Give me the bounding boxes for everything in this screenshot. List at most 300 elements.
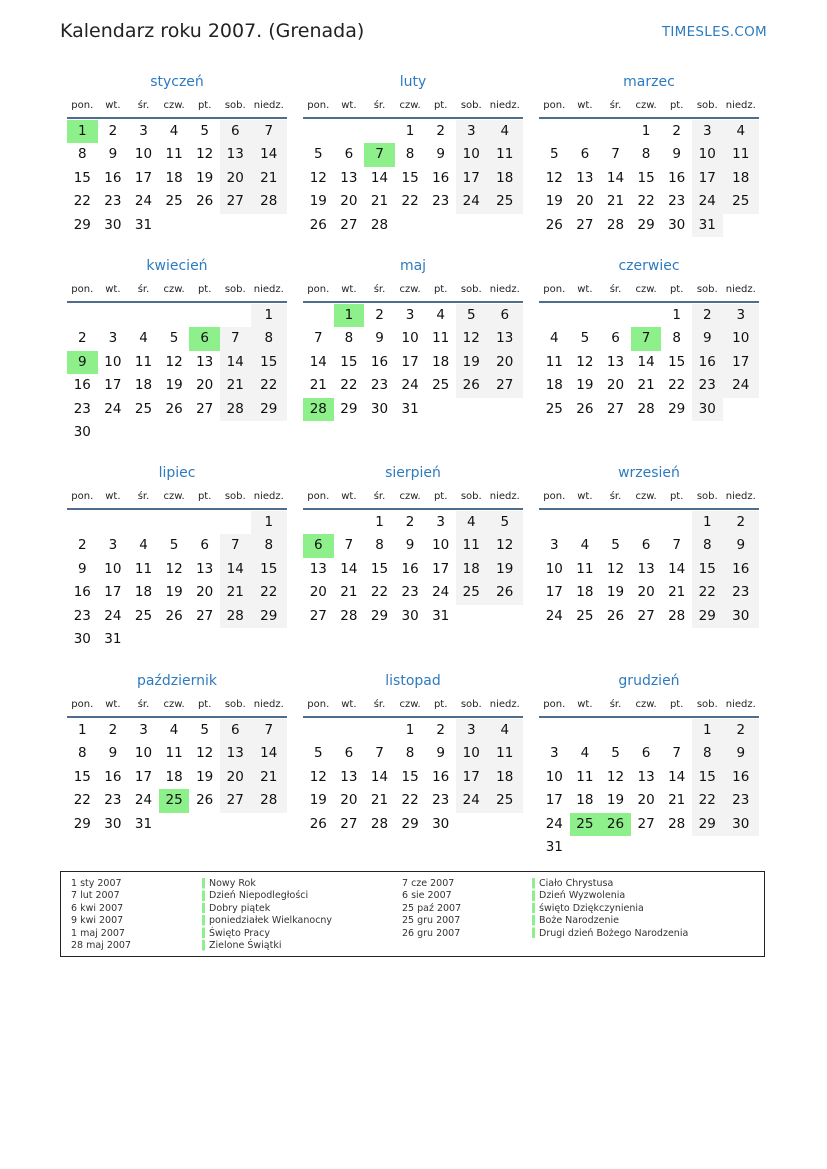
weekday-label: czw.	[163, 100, 185, 111]
day-cell: 29	[340, 400, 358, 417]
day-cell: 30	[73, 423, 91, 440]
empty-cell	[128, 304, 159, 327]
day-cell: 21	[370, 792, 389, 809]
weekday-label: czw.	[163, 491, 185, 502]
weekday-label: niedz.	[725, 491, 756, 502]
day-cell: 26	[456, 374, 487, 397]
weekday-header	[303, 279, 523, 301]
day-cell: 17	[401, 353, 419, 370]
weekday-label: niedz.	[253, 284, 284, 295]
day-cell: 31	[134, 815, 153, 832]
day-cell: 9	[436, 146, 445, 163]
empty-cell	[570, 304, 601, 327]
empty-cell	[570, 120, 601, 143]
day-cell: 2	[78, 537, 87, 554]
day-cell: 2	[405, 514, 415, 530]
empty-cell	[364, 120, 395, 143]
day-cell: 16	[723, 558, 759, 581]
month-name: luty	[399, 74, 427, 90]
day-cell: 29	[637, 216, 655, 233]
day-cell: 27	[340, 216, 358, 233]
empty-cell	[539, 719, 570, 742]
day-cell: 30	[668, 216, 686, 233]
day-cell: 30	[401, 607, 419, 624]
month-divider	[67, 301, 287, 303]
day-cell: 30	[73, 630, 91, 647]
day-cell: 1	[692, 719, 723, 742]
month-divider	[303, 117, 523, 119]
weekday-label: sob.	[696, 699, 718, 710]
weekday-label: pon.	[543, 491, 566, 502]
day-cell: 22	[73, 792, 91, 809]
day-cell: 1	[405, 123, 415, 139]
day-cell: 9	[436, 745, 445, 762]
day-cell: 1	[692, 511, 723, 534]
day-cell: 5	[611, 745, 620, 762]
weekday-label: czw.	[399, 284, 421, 295]
day-cell: 14	[668, 560, 686, 577]
day-cell: 15	[370, 560, 389, 577]
empty-cell	[98, 304, 129, 327]
weekday-label: pon.	[307, 699, 330, 710]
day-cell: 9	[723, 742, 759, 765]
day-cell: 24	[545, 607, 563, 624]
day-cell: 16	[692, 351, 723, 374]
day-cell: 22	[73, 193, 91, 210]
day-cell: 1	[251, 304, 287, 327]
weekday-label: czw.	[635, 699, 657, 710]
day-cell: 20	[196, 377, 214, 394]
day-cell: 12	[576, 353, 594, 370]
day-cell: 14	[370, 768, 389, 785]
weekday-header	[67, 279, 287, 301]
day-cell: 9	[78, 560, 87, 577]
day-cell: 20	[340, 792, 358, 809]
day-cell: 20	[196, 584, 214, 601]
day-grid	[67, 719, 287, 836]
day-cell: 28	[340, 607, 358, 624]
day-cell: 21	[220, 374, 251, 397]
day-cell: 11	[723, 143, 759, 166]
weekday-label: niedz.	[489, 284, 520, 295]
day-cell: 1	[251, 511, 287, 534]
month-name: wrzesień	[618, 465, 680, 481]
weekday-label: sob.	[696, 491, 718, 502]
weekday-header	[539, 279, 759, 301]
empty-cell	[189, 304, 220, 327]
empty-cell	[600, 120, 631, 143]
day-cell: 4	[139, 330, 148, 347]
day-cell: 29	[251, 605, 287, 628]
day-cell: 18	[165, 169, 183, 186]
weekday-label: sob.	[224, 491, 246, 502]
legend-name: Święto Pracy	[209, 927, 270, 939]
day-cell: 16	[723, 766, 759, 789]
day-cell: 23	[668, 193, 686, 210]
day-cell: 3	[139, 722, 148, 738]
day-cell: 17	[545, 584, 563, 601]
day-cell: 13	[487, 327, 523, 350]
day-grid	[539, 511, 759, 628]
day-cell: 29	[73, 815, 91, 832]
day-cell: 19	[309, 792, 327, 809]
day-cell: 23	[73, 400, 91, 417]
day-cell: 9	[723, 534, 759, 557]
day-cell: 4	[580, 537, 590, 554]
day-cell: 22	[370, 584, 389, 601]
weekday-label: czw.	[635, 100, 657, 111]
empty-cell	[539, 304, 570, 327]
weekday-label: śr.	[137, 491, 150, 502]
day-cell: 4	[723, 120, 759, 143]
day-cell: 10	[723, 327, 759, 350]
month-divider	[539, 716, 759, 718]
day-cell: 22	[401, 792, 419, 809]
weekday-label: wt.	[341, 699, 357, 710]
day-cell: 14	[668, 768, 686, 785]
day-cell: 17	[432, 560, 450, 577]
day-cell: 31	[432, 607, 450, 624]
month-divider	[67, 716, 287, 718]
day-cell: 9	[405, 537, 415, 554]
weekday-label: sob.	[460, 100, 482, 111]
month-divider	[303, 716, 523, 718]
day-cell: 18	[723, 167, 759, 190]
day-cell: 18	[432, 353, 450, 370]
day-cell: 11	[165, 146, 183, 163]
day-cell: 17	[545, 792, 563, 809]
day-cell: 24	[692, 190, 723, 213]
day-cell: 25	[165, 193, 183, 210]
day-cell: 28	[668, 607, 686, 624]
weekday-label: śr.	[137, 284, 150, 295]
empty-cell	[303, 120, 334, 143]
weekday-label: pt.	[197, 699, 212, 710]
legend-date: 7 cze 2007	[402, 878, 455, 889]
day-cell: 17	[104, 584, 122, 601]
day-cell: 15	[251, 351, 287, 374]
empty-cell	[600, 719, 631, 742]
legend-date: 26 gru 2007	[402, 927, 461, 939]
day-cell: 27	[637, 815, 655, 832]
day-cell: 5	[169, 330, 179, 347]
weekday-label: pt.	[197, 491, 212, 502]
day-cell: 7	[672, 537, 681, 554]
day-cell: 22	[401, 193, 419, 210]
day-cell: 4	[139, 537, 148, 554]
month-block	[303, 671, 523, 836]
day-cell: 10	[545, 560, 563, 577]
day-cell: 28	[668, 815, 686, 832]
day-cell: 11	[576, 560, 594, 577]
holiday-day-cell: 26	[600, 813, 631, 836]
day-cell: 8	[344, 330, 354, 347]
day-cell: 13	[576, 169, 594, 186]
day-cell: 15	[401, 169, 419, 186]
day-cell: 10	[456, 742, 487, 765]
month-divider	[539, 508, 759, 510]
weekday-label: pt.	[669, 100, 684, 111]
month-block	[539, 463, 759, 628]
day-cell: 7	[611, 146, 620, 163]
empty-cell	[631, 304, 662, 327]
holiday-day-cell: 25	[159, 789, 190, 812]
day-cell: 28	[220, 605, 251, 628]
empty-cell	[600, 304, 631, 327]
day-grid	[539, 120, 759, 237]
weekday-label: wt.	[341, 284, 357, 295]
day-cell: 25	[134, 607, 153, 624]
weekday-label: pon.	[543, 284, 566, 295]
day-cell: 13	[220, 742, 251, 765]
day-cell: 21	[668, 792, 686, 809]
day-cell: 16	[668, 169, 686, 186]
day-cell: 24	[545, 815, 563, 832]
day-cell: 2	[108, 722, 118, 738]
day-cell: 20	[606, 377, 625, 394]
day-cell: 2	[436, 722, 445, 738]
day-cell: 10	[134, 146, 153, 163]
day-cell: 26	[487, 581, 523, 604]
day-cell: 24	[456, 789, 487, 812]
weekday-label: czw.	[635, 491, 657, 502]
brand-link[interactable]: TIMESLES.COM	[661, 24, 767, 40]
empty-cell	[128, 511, 159, 534]
day-cell: 10	[104, 353, 122, 370]
empty-cell	[364, 719, 395, 742]
weekday-label: niedz.	[489, 100, 520, 111]
day-cell: 16	[432, 169, 450, 186]
day-cell: 1	[78, 722, 87, 738]
day-grid	[303, 719, 523, 836]
day-cell: 5	[314, 745, 323, 762]
day-cell: 2	[723, 511, 759, 534]
day-cell: 15	[251, 558, 287, 581]
weekday-label: pt.	[197, 284, 212, 295]
month-name: lipiec	[158, 465, 196, 481]
legend-date: 25 gru 2007	[402, 915, 461, 927]
day-cell: 22	[637, 193, 655, 210]
day-cell: 17	[104, 377, 122, 394]
day-cell: 20	[340, 193, 358, 210]
day-cell: 24	[432, 584, 450, 601]
day-cell: 6	[344, 146, 354, 163]
empty-cell	[631, 511, 662, 534]
day-cell: 29	[401, 815, 419, 832]
day-cell: 7	[220, 534, 251, 557]
day-cell: 14	[370, 169, 389, 186]
month-block	[67, 671, 287, 836]
month-divider	[539, 117, 759, 119]
day-cell: 28	[606, 216, 625, 233]
day-cell: 11	[456, 534, 487, 557]
day-cell: 7	[314, 330, 323, 347]
weekday-label: wt.	[105, 284, 121, 295]
day-cell: 11	[487, 143, 523, 166]
day-cell: 29	[370, 607, 389, 624]
empty-cell	[67, 511, 98, 534]
day-cell: 19	[196, 768, 214, 785]
day-cell: 2	[375, 307, 384, 323]
month-name: listopad	[385, 673, 441, 689]
weekday-label: sob.	[460, 491, 482, 502]
day-cell: 11	[134, 560, 153, 577]
day-cell: 16	[401, 560, 419, 577]
legend-marker-bar	[532, 878, 535, 940]
month-name: październik	[137, 673, 217, 689]
day-cell: 7	[344, 537, 354, 554]
weekday-label: sob.	[224, 699, 246, 710]
empty-cell	[631, 719, 662, 742]
day-cell: 22	[668, 377, 686, 394]
weekday-label: niedz.	[253, 699, 284, 710]
day-cell: 21	[370, 193, 389, 210]
weekday-label: niedz.	[253, 491, 284, 502]
day-cell: 2	[436, 123, 445, 139]
day-cell: 30	[104, 216, 122, 233]
month-block	[67, 256, 287, 444]
empty-cell	[600, 511, 631, 534]
weekday-header	[539, 95, 759, 117]
day-cell: 30	[723, 813, 759, 836]
weekday-label: pon.	[307, 284, 330, 295]
empty-cell	[570, 511, 601, 534]
day-cell: 13	[309, 560, 327, 577]
day-cell: 3	[692, 120, 723, 143]
day-cell: 24	[104, 607, 122, 624]
day-cell: 31	[692, 214, 723, 237]
day-cell: 15	[637, 169, 655, 186]
day-cell: 26	[196, 193, 214, 210]
day-cell: 19	[606, 584, 625, 601]
weekday-label: sob.	[696, 284, 718, 295]
weekday-label: wt.	[577, 284, 593, 295]
day-cell: 12	[196, 745, 214, 762]
day-cell: 12	[456, 327, 487, 350]
day-cell: 21	[309, 377, 327, 394]
day-cell: 19	[606, 792, 625, 809]
day-cell: 18	[576, 584, 594, 601]
weekday-label: sob.	[224, 284, 246, 295]
day-cell: 27	[576, 216, 594, 233]
day-cell: 25	[487, 190, 523, 213]
day-cell: 18	[576, 792, 594, 809]
legend-date: 1 maj 2007	[71, 927, 125, 939]
day-cell: 26	[576, 400, 594, 417]
weekday-label: czw.	[163, 699, 185, 710]
weekday-label: sob.	[224, 100, 246, 111]
day-cell: 6	[641, 745, 651, 762]
day-cell: 4	[487, 719, 523, 742]
day-cell: 15	[401, 768, 419, 785]
month-block	[539, 671, 759, 859]
legend-date: 25 paź 2007	[402, 902, 462, 914]
day-cell: 4	[436, 307, 445, 323]
weekday-header	[539, 694, 759, 716]
weekday-header	[303, 95, 523, 117]
day-cell: 3	[456, 719, 487, 742]
weekday-label: śr.	[137, 699, 150, 710]
day-cell: 12	[606, 768, 625, 785]
day-cell: 14	[309, 353, 327, 370]
month-block	[539, 256, 759, 421]
day-cell: 3	[550, 745, 559, 762]
day-cell: 19	[487, 558, 523, 581]
day-cell: 8	[78, 146, 87, 163]
day-cell: 4	[487, 120, 523, 143]
weekday-label: wt.	[341, 491, 357, 502]
day-cell: 21	[668, 584, 686, 601]
day-cell: 29	[692, 813, 723, 836]
day-cell: 25	[487, 789, 523, 812]
day-cell: 8	[692, 742, 723, 765]
weekday-label: czw.	[635, 284, 657, 295]
empty-cell	[539, 511, 570, 534]
day-cell: 1	[405, 722, 415, 738]
weekday-label: pon.	[543, 100, 566, 111]
day-grid	[303, 120, 523, 237]
day-cell: 28	[370, 815, 389, 832]
empty-cell	[303, 304, 334, 327]
month-name: czerwiec	[618, 258, 680, 274]
weekday-label: czw.	[399, 699, 421, 710]
weekday-label: śr.	[137, 100, 150, 111]
day-cell: 12	[165, 353, 183, 370]
day-cell: 28	[251, 190, 287, 213]
legend-name: Drugi dzień Bożego Narodzenia	[539, 927, 689, 939]
weekday-label: czw.	[163, 284, 185, 295]
month-block	[67, 463, 287, 651]
month-divider	[67, 508, 287, 510]
empty-cell	[189, 511, 220, 534]
day-cell: 5	[487, 511, 523, 534]
day-cell: 20	[309, 584, 327, 601]
empty-cell	[334, 120, 365, 143]
day-cell: 23	[723, 789, 759, 812]
legend-name: Dzień Niepodległości	[209, 890, 309, 902]
day-grid	[539, 304, 759, 421]
day-cell: 13	[637, 560, 655, 577]
day-cell: 21	[251, 766, 287, 789]
weekday-label: pon.	[71, 100, 94, 111]
day-cell: 2	[723, 719, 759, 742]
day-cell: 10	[692, 143, 723, 166]
holiday-legend	[60, 871, 765, 957]
day-cell: 24	[104, 400, 122, 417]
day-cell: 27	[606, 400, 625, 417]
day-cell: 25	[576, 607, 594, 624]
weekday-label: pon.	[71, 699, 94, 710]
day-cell: 9	[375, 330, 384, 347]
weekday-label: niedz.	[725, 100, 756, 111]
day-cell: 17	[456, 766, 487, 789]
day-cell: 5	[611, 537, 620, 554]
day-cell: 27	[487, 374, 523, 397]
day-cell: 26	[309, 815, 327, 832]
weekday-label: niedz.	[725, 699, 756, 710]
day-cell: 21	[606, 193, 625, 210]
day-cell: 9	[692, 327, 723, 350]
day-cell: 23	[104, 792, 122, 809]
day-cell: 16	[73, 377, 91, 394]
day-grid	[539, 719, 759, 859]
day-cell: 16	[432, 768, 450, 785]
day-cell: 14	[251, 742, 287, 765]
day-cell: 10	[104, 560, 122, 577]
day-cell: 30	[370, 400, 389, 417]
day-cell: 22	[251, 374, 287, 397]
day-cell: 10	[456, 143, 487, 166]
